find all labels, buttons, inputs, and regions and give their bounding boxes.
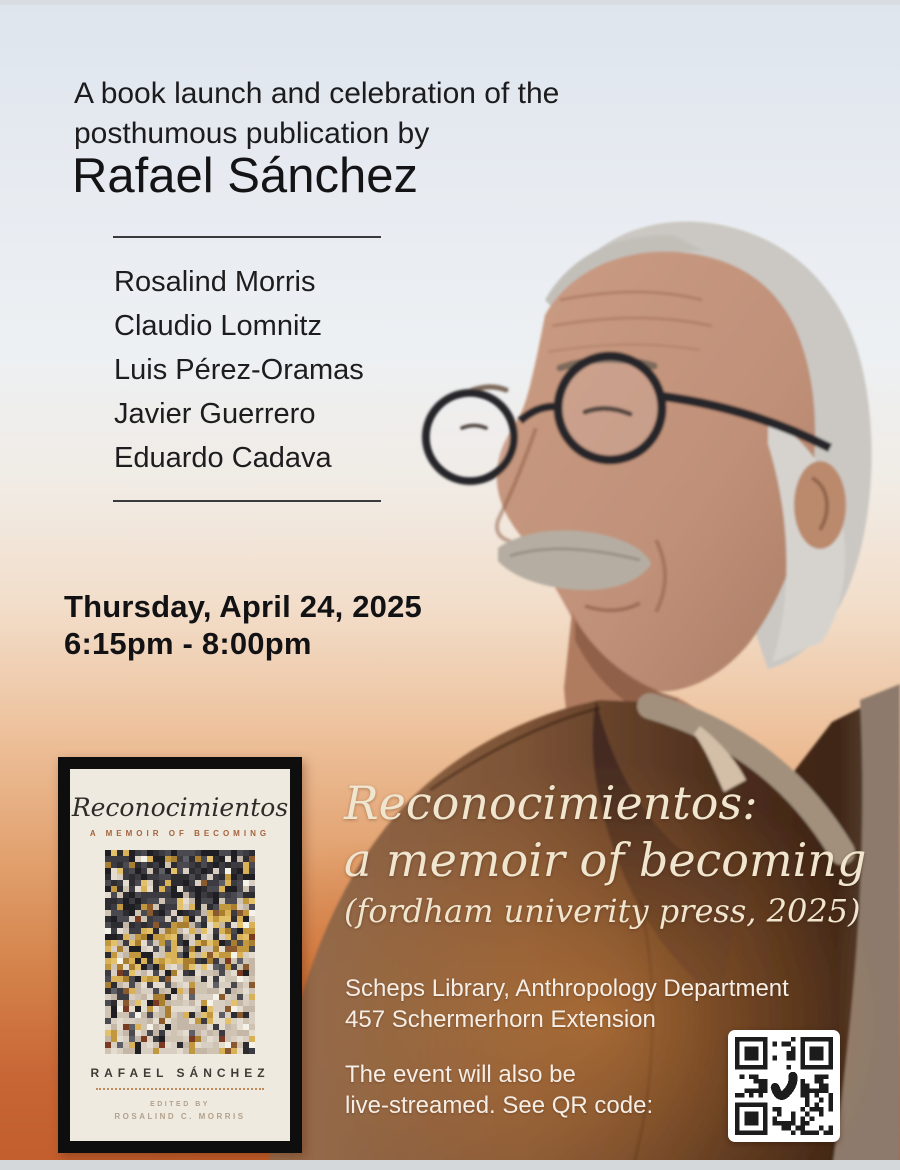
- event-date: Thursday, April 24, 2025: [64, 589, 423, 624]
- qr-code-pattern: [735, 1037, 833, 1135]
- speaker: Claudio Lomnitz: [114, 310, 322, 342]
- speaker: Rosalind Morris: [114, 266, 316, 298]
- speaker: Luis Pérez-Oramas: [114, 354, 364, 386]
- stream-line-1: The event will also be: [345, 1061, 576, 1088]
- book-title-line-1: Reconocimientos:: [344, 776, 758, 830]
- venue-line-1: Scheps Library, Anthropology Department: [345, 975, 789, 1002]
- qr-code: [728, 1030, 840, 1142]
- book-cover-title: Reconocimientos: [71, 793, 289, 822]
- speaker: Eduardo Cadava: [114, 442, 332, 474]
- book-cover-author: RAFAEL SÁNCHEZ: [90, 1066, 270, 1080]
- book-cover-edited-by: EDITED BY: [150, 1101, 210, 1108]
- intro-text: [74, 74, 559, 154]
- venue-line-2: 457 Schermerhorn Extension: [345, 1006, 656, 1033]
- venue-block: [345, 973, 789, 1035]
- speaker-list: [114, 260, 364, 480]
- book-cover: [58, 757, 302, 1153]
- bottom-edge-strip: [0, 1160, 900, 1170]
- stream-block: [345, 1059, 653, 1121]
- book-cover-editor: ROSALIND C. MORRIS: [114, 1112, 246, 1121]
- divider-top: [113, 236, 381, 238]
- intro-line-2: posthumous publication by: [74, 117, 430, 150]
- event-datetime: [64, 588, 422, 662]
- speaker: Javier Guerrero: [114, 398, 316, 430]
- publisher-line: (fordham univerity press, 2025): [344, 892, 861, 930]
- book-title-block: [344, 775, 866, 933]
- intro-line-1: A book launch and celebration of the: [74, 77, 560, 110]
- page-title-author: Rafael Sánchez: [72, 149, 418, 203]
- cover-dotted-rule: [96, 1088, 264, 1090]
- top-edge-strip: [0, 0, 900, 5]
- stream-line-2: live-streamed. See QR code:: [345, 1092, 654, 1119]
- cover-mosaic: [105, 850, 255, 1054]
- book-title-line-2: a memoir of becoming: [344, 833, 867, 887]
- book-cover-subtitle: A MEMOIR OF BECOMING: [89, 829, 271, 838]
- divider-bottom: [113, 500, 381, 502]
- book-cover-inner: [70, 769, 290, 1141]
- event-time: 6:15pm - 8:00pm: [64, 626, 312, 661]
